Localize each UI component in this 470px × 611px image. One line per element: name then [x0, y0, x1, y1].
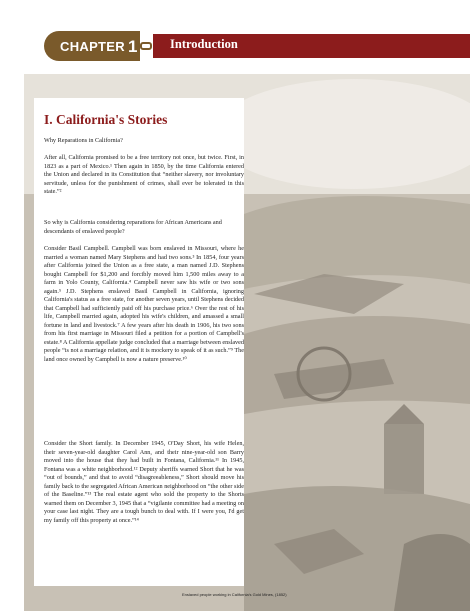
section-title: I. California's Stories — [44, 112, 168, 127]
connector-link-icon — [140, 42, 152, 50]
photo-caption: Enslaved people working in California's Gold Mines, (1852) — [182, 592, 287, 597]
section-label: Introduction — [170, 37, 238, 51]
chapter-label — [60, 37, 138, 57]
paragraph-free-territory: After all, California promised to be a free territory not once, but twice. First, in 1823 as a part of Mexico.¹ Then again in 1850, by the time California entered the Union and declared in its Constitution that “neither slavery, nor involuntary servitude, unless for the punishment of crimes, shall ever be tolerated in this state.”² — [44, 154, 244, 195]
question-why-considering: So why is California considering reparations for African Americans and descendants of enslaved people? — [44, 219, 222, 235]
question-why-reparations: Why Reparations in California? — [44, 137, 123, 144]
chapter-number: 1 — [127, 37, 138, 56]
chapter-word: CHAPTER — [60, 39, 125, 54]
paragraph-short-family: Consider the Short family. In December 1945, O'Day Short, his wife Helen, their seven-year-old daughter Carol Ann, and their nine-year-old son Barry moved into the house that they had built in Fontana, California.¹¹ In 1945, Fontana was a white neighborhood.¹² Deputy sheriffs warned Short that he was “out of bounds,” and that to avoid “disagreeableness,” Short should move his family back to the segregated African American neighborhood on “the other side of the Baseline.”¹³ The real estate agent who sold the property to the Shorts warned them on December 3, 1945 that a “vigilante committee had a meeting on your case last night. They are a tough bunch to deal with. If I were you, I'd get my family off this property at once.”¹⁴ — [44, 440, 244, 524]
paragraph-basil-campbell: Consider Basil Campbell. Campbell was born enslaved in Missouri, where he married a woman named Mary Stephens and had two sons.³ In 1854, four years after California joined the Union as a free state, a man named J.D. Stephens bought Campbell for $1,200 and forcibly moved him 1,500 miles away to a farm in Yolo County, California.⁴ Campbell never saw his wife or two sons again.⁵ J.D. Stephens enslaved Basil Campbell in California, ignoring California's status as a free state, for another seven years, until Stephens decided that Campbell had sufficiently paid off his purchase price.⁶ Over the rest of his life, Campbell married again, adopted his wife's children, and amassed a small fortune in land and livestock.⁷ A few years after his death in 1906, his two sons from his first marriage in Missouri filed a petition for a portion of Campbell's estate.⁸ A California appellate judge concluded that a marriage between enslaved people “is not a marriage relation, and it is mockery to speak of it as such.”⁹ The land once owned by Campbell is now a nature preserve.¹⁰ — [44, 245, 244, 363]
